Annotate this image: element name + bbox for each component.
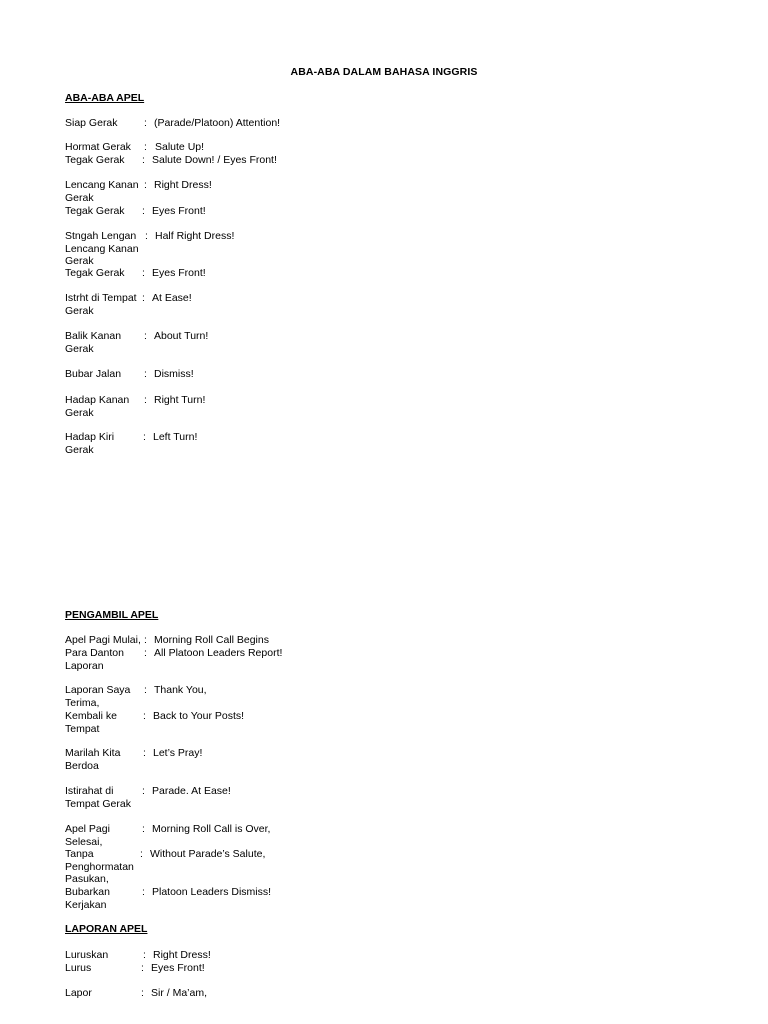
entry-meaning: Back to Your Posts! (153, 710, 245, 722)
entry-term: Para Danton Laporan (65, 647, 124, 672)
entry-meaning: Morning Roll Call Begins (154, 634, 269, 646)
entry-term: Istrht di Tempat Gerak (65, 292, 137, 317)
entry-term: Tegak Gerak (65, 205, 125, 217)
entry-meaning: Without Parade’s Salute, (150, 848, 266, 860)
entry-term: Hadap Kanan Gerak (65, 394, 130, 419)
entry-term: Lencang Kanan Gerak (65, 179, 139, 204)
entry-term: Luruskan (65, 949, 109, 961)
entry-separator: : (143, 949, 146, 961)
entry-meaning: Morning Roll Call is Over, (152, 823, 271, 835)
document-title: ABA-ABA DALAM BAHASA INGGRIS (290, 66, 478, 78)
entry-meaning: Platoon Leaders Dismiss! (152, 886, 272, 898)
entry-meaning: Thank You, (154, 684, 207, 696)
entry-term: Apel Pagi Selesai, (65, 823, 110, 848)
entry-separator: : (144, 330, 147, 342)
entry-meaning: Half Right Dress! (155, 230, 235, 242)
entry-term: Laporan Saya Terima, (65, 684, 131, 709)
entry-meaning: Parade. At Ease! (152, 785, 231, 797)
entry-term: Bubar Jalan (65, 368, 122, 380)
entry-meaning: Eyes Front! (151, 962, 205, 974)
entry-separator: : (143, 431, 146, 443)
entry-term: Tegak Gerak (65, 267, 125, 279)
entry-term: Tegak Gerak (65, 154, 125, 166)
entry-separator: : (142, 205, 145, 217)
entry-meaning: About Turn! (154, 330, 209, 342)
entry-separator: : (140, 848, 143, 860)
section-heading-pengambil-apel: PENGAMBIL APEL (65, 609, 159, 621)
entry-separator: : (144, 368, 147, 380)
entry-separator: : (144, 141, 147, 153)
entry-term: Lurus (65, 962, 92, 974)
entry-separator: : (142, 823, 145, 835)
entry-term: Bubarkan Kerjakan (65, 886, 110, 911)
entry-meaning: Eyes Front! (152, 205, 206, 217)
entry-separator: : (144, 684, 147, 696)
entry-meaning: Right Turn! (154, 394, 206, 406)
entry-term: Balik Kanan Gerak (65, 330, 122, 355)
entry-separator: : (142, 886, 145, 898)
entry-separator: : (143, 747, 146, 759)
entry-meaning: At Ease! (152, 292, 192, 304)
entry-term: Lapor (65, 987, 92, 999)
entry-separator: : (142, 292, 145, 304)
entry-term: Siap Gerak (65, 117, 118, 129)
entry-separator: : (142, 154, 145, 166)
entry-meaning: Salute Up! (155, 141, 205, 153)
entry-meaning: Sir / Ma’am, (151, 987, 208, 999)
section-heading-aba-aba-apel: ABA-ABA APEL (65, 92, 145, 104)
entry-separator: : (141, 962, 144, 974)
entry-separator: : (145, 230, 148, 242)
entry-separator: : (144, 634, 147, 646)
entry-separator: : (142, 785, 145, 797)
entry-term: Stngah Lengan Lencang Kanan Gerak (65, 230, 139, 267)
entry-meaning: Right Dress! (154, 179, 212, 191)
entry-meaning: Eyes Front! (152, 267, 206, 279)
entry-term: Hormat Gerak (65, 141, 131, 153)
entry-separator: : (144, 117, 147, 129)
entry-term: Tanpa Penghormatan Pasukan, (65, 848, 134, 885)
entry-separator: : (144, 394, 147, 406)
entry-meaning: Right Dress! (153, 949, 211, 961)
entry-separator: : (143, 710, 146, 722)
entry-meaning: Left Turn! (153, 431, 198, 443)
entry-meaning: Let’s Pray! (153, 747, 203, 759)
entry-meaning: Salute Down! / Eyes Front! (152, 154, 277, 166)
entry-term: Kembali ke Tempat (65, 710, 117, 735)
entry-separator: : (144, 179, 147, 191)
section-heading-laporan-apel: LAPORAN APEL (65, 923, 148, 935)
entry-separator: : (141, 987, 144, 999)
entry-term: Apel Pagi Mulai, (65, 634, 141, 646)
entry-separator: : (142, 267, 145, 279)
entry-meaning: (Parade/Platoon) Attention! (154, 117, 281, 129)
entry-separator: : (144, 647, 147, 659)
entry-term: Hadap Kiri Gerak (65, 431, 115, 456)
entry-term: Marilah Kita Berdoa (65, 747, 121, 772)
entry-meaning: All Platoon Leaders Report! (154, 647, 283, 659)
entry-term: Istirahat di Tempat Gerak (65, 785, 131, 810)
entry-meaning: Dismiss! (154, 368, 194, 380)
